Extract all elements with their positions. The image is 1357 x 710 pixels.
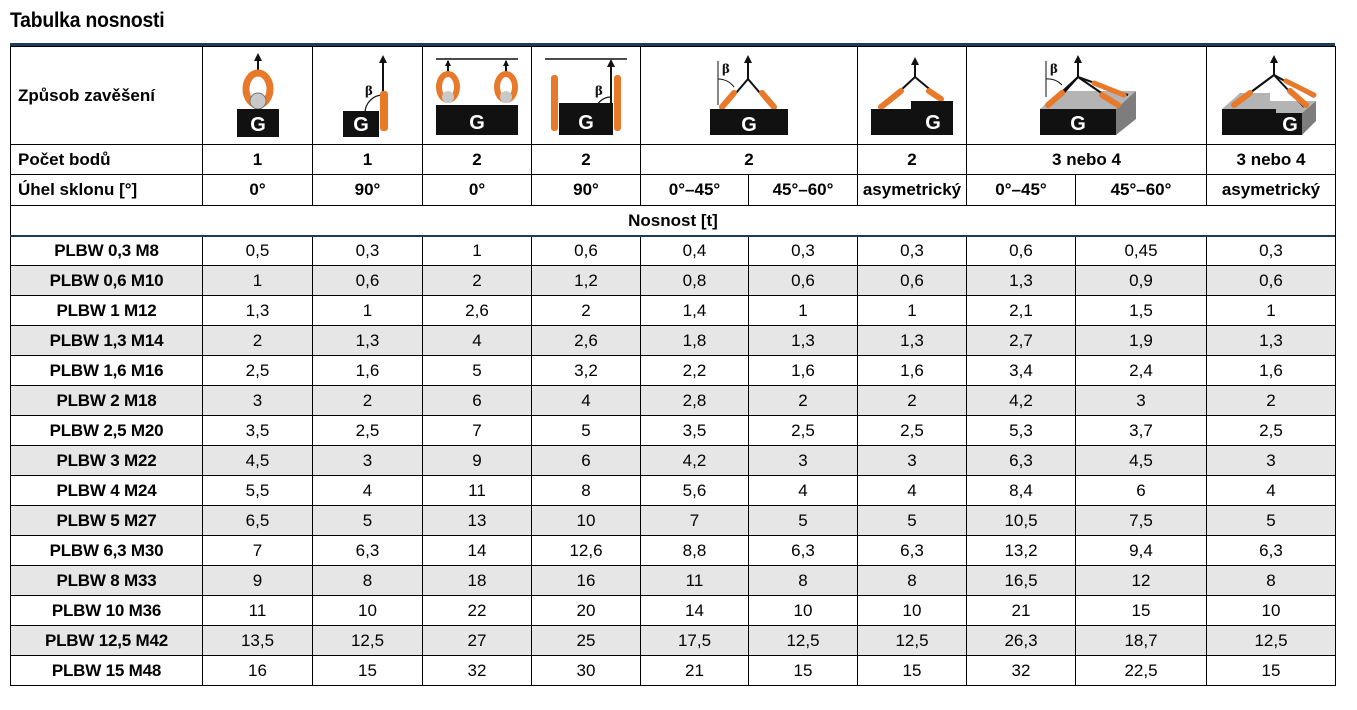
capacity-value: 1,5: [1076, 296, 1207, 326]
points-cell: 1: [203, 145, 313, 175]
capacity-value: 15: [858, 656, 967, 686]
svg-text:β: β: [1049, 61, 1058, 76]
capacity-value: 1,2: [532, 266, 641, 296]
capacity-value: 30: [532, 656, 641, 686]
table-row: [11, 386, 1336, 416]
model-name: PLBW 1,3 M14: [11, 326, 203, 356]
angle-cell: 45°–60°: [1076, 175, 1207, 206]
capacity-value: 0,6: [749, 266, 858, 296]
capacity-value: 4: [858, 476, 967, 506]
table-row: [11, 416, 1336, 446]
table-row: [11, 266, 1336, 296]
model-name: PLBW 0,6 M10: [11, 266, 203, 296]
capacity-value: 2,1: [967, 296, 1076, 326]
capacity-value: 10: [313, 596, 423, 626]
capacity-value: 2: [1207, 386, 1336, 416]
capacity-value: 15: [749, 656, 858, 686]
method-row: [11, 47, 1336, 145]
capacity-value: 2,5: [858, 416, 967, 446]
capacity-value: 32: [967, 656, 1076, 686]
capacity-value: 0,6: [532, 236, 641, 266]
svg-text:G: G: [249, 113, 266, 136]
capacity-value: 1,3: [203, 296, 313, 326]
capacity-value: 4,2: [967, 386, 1076, 416]
capacity-value: 11: [423, 476, 532, 506]
angle-cell: 90°: [313, 175, 423, 206]
capacity-value: 2: [203, 326, 313, 356]
capacity-value: 3: [858, 446, 967, 476]
model-name: PLBW 6,3 M30: [11, 536, 203, 566]
points-cell: 3 nebo 4: [967, 145, 1207, 175]
capacity-value: 2: [858, 386, 967, 416]
model-name: PLBW 0,3 M8: [11, 236, 203, 266]
capacity-value: 0,9: [1076, 266, 1207, 296]
capacity-value: 6,3: [1207, 536, 1336, 566]
capacity-value: 2,4: [1076, 356, 1207, 386]
capacity-value: 12,5: [749, 626, 858, 656]
capacity-value: 27: [423, 626, 532, 656]
capacity-value: 6,3: [313, 536, 423, 566]
points-cell: 2: [858, 145, 967, 175]
capacity-value: 2,5: [749, 416, 858, 446]
capacity-value: 0,6: [967, 236, 1076, 266]
table-row: [11, 596, 1336, 626]
capacity-value: 0,45: [1076, 236, 1207, 266]
capacity-value: 5: [749, 506, 858, 536]
capacity-value: 10: [749, 596, 858, 626]
svg-text:G: G: [1069, 112, 1086, 135]
capacity-value: 3,7: [1076, 416, 1207, 446]
table-row: [11, 656, 1336, 686]
capacity-value: 1: [1207, 296, 1336, 326]
capacity-value: 5: [1207, 506, 1336, 536]
model-name: PLBW 12,5 M42: [11, 626, 203, 656]
model-name: PLBW 4 M24: [11, 476, 203, 506]
angle-row: [11, 175, 1336, 206]
capacity-value: 3,2: [532, 356, 641, 386]
capacity-value: 4: [532, 386, 641, 416]
capacity-value: 8: [858, 566, 967, 596]
multi-leg-asymmetric-sling-icon: [1207, 47, 1336, 145]
svg-text:G: G: [469, 111, 485, 134]
capacity-value: 2,2: [641, 356, 749, 386]
capacity-value: 0,6: [1207, 266, 1336, 296]
capacity-value: 2,6: [423, 296, 532, 326]
capacity-value: 2,7: [967, 326, 1076, 356]
svg-text:β: β: [595, 83, 603, 98]
capacity-value: 16: [203, 656, 313, 686]
capacity-value: 7: [203, 536, 313, 566]
capacity-data: [11, 236, 1336, 686]
capacity-value: 6,3: [967, 446, 1076, 476]
capacity-value: 18: [423, 566, 532, 596]
capacity-value: 8: [1207, 566, 1336, 596]
capacity-value: 2,5: [203, 356, 313, 386]
capacity-value: 3: [749, 446, 858, 476]
data-rule: [10, 235, 1335, 237]
svg-text:G: G: [578, 111, 594, 134]
capacity-value: 10: [532, 506, 641, 536]
capacity-value: 12,5: [313, 626, 423, 656]
capacity-value: 1: [423, 236, 532, 266]
model-name: PLBW 1,6 M16: [11, 356, 203, 386]
capacity-value: 32: [423, 656, 532, 686]
capacity-value: 3,4: [967, 356, 1076, 386]
capacity-value: 4: [313, 476, 423, 506]
capacity-value: 6: [1076, 476, 1207, 506]
table-row: [11, 626, 1336, 656]
capacity-value: 2,8: [641, 386, 749, 416]
capacity-value: 22,5: [1076, 656, 1207, 686]
capacity-value: 1,6: [1207, 356, 1336, 386]
capacity-value: 0,3: [858, 236, 967, 266]
table-row: [11, 356, 1336, 386]
svg-text:G: G: [1282, 113, 1298, 136]
table-row: [11, 536, 1336, 566]
capacity-value: 6: [532, 446, 641, 476]
points-cell: 2: [423, 145, 532, 175]
capacity-value: 5,6: [641, 476, 749, 506]
capacity-value: 15: [1076, 596, 1207, 626]
capacity-value: 0,6: [858, 266, 967, 296]
angle-cell: 90°: [532, 175, 641, 206]
capacity-value: 1,3: [858, 326, 967, 356]
model-name: PLBW 3 M22: [11, 446, 203, 476]
model-name: PLBW 1 M12: [11, 296, 203, 326]
capacity-value: 20: [532, 596, 641, 626]
points-cell: 2: [641, 145, 858, 175]
angle-cell: 0°: [203, 175, 313, 206]
capacity-value: 12: [1076, 566, 1207, 596]
model-name: PLBW 2,5 M20: [11, 416, 203, 446]
capacity-value: 2,5: [1207, 416, 1336, 446]
capacity-value: 8: [532, 476, 641, 506]
capacity-value: 0,4: [641, 236, 749, 266]
capacity-value: 21: [967, 596, 1076, 626]
capacity-value: 1,6: [858, 356, 967, 386]
table-row: [11, 566, 1336, 596]
points-cell: 3 nebo 4: [1207, 145, 1336, 175]
svg-text:G: G: [925, 111, 941, 134]
table-row: [11, 506, 1336, 536]
capacity-value: 0,6: [313, 266, 423, 296]
table-row: [11, 296, 1336, 326]
points-label: Počet bodů: [11, 145, 203, 175]
capacity-value: 0,8: [641, 266, 749, 296]
capacity-value: 3: [313, 446, 423, 476]
capacity-value: 16: [532, 566, 641, 596]
capacity-value: 7: [641, 506, 749, 536]
capacity-value: 0,3: [313, 236, 423, 266]
capacity-value: 8,4: [967, 476, 1076, 506]
load-capacity-table: [10, 46, 1336, 686]
capacity-value: 6,3: [858, 536, 967, 566]
capacity-value: 3: [1207, 446, 1336, 476]
capacity-value: 0,3: [749, 236, 858, 266]
angle-cell: 45°–60°: [749, 175, 858, 206]
capacity-value: 1,8: [641, 326, 749, 356]
capacity-value: 14: [641, 596, 749, 626]
capacity-value: 1,6: [313, 356, 423, 386]
capacity-value: 8,8: [641, 536, 749, 566]
capacity-value: 5: [858, 506, 967, 536]
method-label: Způsob zavěšení: [11, 47, 203, 145]
capacity-value: 5: [423, 356, 532, 386]
two-leg-sling-icon: [641, 47, 858, 145]
capacity-value: 1,6: [749, 356, 858, 386]
capacity-value: 1,3: [313, 326, 423, 356]
model-name: PLBW 15 M48: [11, 656, 203, 686]
capacity-value: 3,5: [203, 416, 313, 446]
capacity-value: 3: [203, 386, 313, 416]
capacity-value: 9,4: [1076, 536, 1207, 566]
capacity-value: 0,5: [203, 236, 313, 266]
two-leg-asymmetric-sling-icon: [858, 47, 967, 145]
capacity-value: 4: [423, 326, 532, 356]
capacity-value: 3,5: [641, 416, 749, 446]
angle-cell: 0°: [423, 175, 532, 206]
capacity-value: 6: [423, 386, 532, 416]
capacity-value: 2: [313, 386, 423, 416]
capacity-value: 1: [858, 296, 967, 326]
svg-text:G: G: [741, 113, 757, 136]
capacity-value: 11: [203, 596, 313, 626]
capacity-value: 5: [313, 506, 423, 536]
capacity-value: 5: [532, 416, 641, 446]
single-angled-sling-icon: [313, 47, 423, 145]
capacity-value: 15: [1207, 656, 1336, 686]
capacity-value: 1,3: [749, 326, 858, 356]
capacity-label: Nosnost [t]: [11, 206, 1336, 236]
svg-text:β: β: [364, 83, 373, 98]
angle-cell: asymetrický: [1207, 175, 1336, 206]
svg-text:β: β: [722, 61, 730, 76]
svg-text:G: G: [352, 113, 369, 136]
capacity-value: 16,5: [967, 566, 1076, 596]
model-name: PLBW 5 M27: [11, 506, 203, 536]
capacity-value: 13: [423, 506, 532, 536]
capacity-value: 5,5: [203, 476, 313, 506]
capacity-value: 1: [313, 296, 423, 326]
capacity-value: 2,5: [313, 416, 423, 446]
capacity-value: 4: [749, 476, 858, 506]
capacity-value: 1,3: [1207, 326, 1336, 356]
capacity-value: 8: [749, 566, 858, 596]
capacity-value: 2,6: [532, 326, 641, 356]
double-vertical-sling-icon: [423, 47, 532, 145]
points-row: [11, 145, 1336, 175]
angle-cell: asymetrický: [858, 175, 967, 206]
capacity-value: 10: [1207, 596, 1336, 626]
capacity-value: 1: [749, 296, 858, 326]
capacity-value: 18,7: [1076, 626, 1207, 656]
capacity-value: 8: [313, 566, 423, 596]
model-name: PLBW 8 M33: [11, 566, 203, 596]
capacity-value: 1,9: [1076, 326, 1207, 356]
capacity-value: 3: [1076, 386, 1207, 416]
capacity-value: 1,3: [967, 266, 1076, 296]
capacity-value: 1: [203, 266, 313, 296]
capacity-value: 26,3: [967, 626, 1076, 656]
capacity-value: 9: [423, 446, 532, 476]
page-title: Tabulka nosnosti: [10, 9, 165, 32]
points-cell: 2: [532, 145, 641, 175]
table-row: [11, 446, 1336, 476]
capacity-value: 21: [641, 656, 749, 686]
model-name: PLBW 10 M36: [11, 596, 203, 626]
capacity-value: 22: [423, 596, 532, 626]
double-angled-sling-icon: [532, 47, 641, 145]
capacity-value: 7: [423, 416, 532, 446]
capacity-value: 14: [423, 536, 532, 566]
table-row: [11, 236, 1336, 266]
capacity-value: 10: [858, 596, 967, 626]
capacity-value: 2: [749, 386, 858, 416]
capacity-value: 4,2: [641, 446, 749, 476]
capacity-value: 6,5: [203, 506, 313, 536]
capacity-value: 11: [641, 566, 749, 596]
model-name: PLBW 2 M18: [11, 386, 203, 416]
capacity-value: 13,2: [967, 536, 1076, 566]
capacity-value: 6,3: [749, 536, 858, 566]
angle-label: Úhel sklonu [°]: [11, 175, 203, 206]
table-row: [11, 326, 1336, 356]
capacity-value: 5,3: [967, 416, 1076, 446]
table-row: [11, 476, 1336, 506]
points-cell: 1: [313, 145, 423, 175]
capacity-value: 2: [532, 296, 641, 326]
capacity-value: 15: [313, 656, 423, 686]
capacity-value: 12,5: [1207, 626, 1336, 656]
capacity-value: 13,5: [203, 626, 313, 656]
capacity-value: 25: [532, 626, 641, 656]
capacity-value: 4,5: [203, 446, 313, 476]
multi-leg-sling-icon: [967, 47, 1207, 145]
capacity-value: 2: [423, 266, 532, 296]
capacity-value: 12,6: [532, 536, 641, 566]
capacity-value: 0,3: [1207, 236, 1336, 266]
capacity-header-row: [11, 206, 1336, 236]
capacity-value: 4,5: [1076, 446, 1207, 476]
capacity-value: 10,5: [967, 506, 1076, 536]
capacity-value: 9: [203, 566, 313, 596]
single-vertical-sling-icon: [203, 47, 313, 145]
capacity-value: 12,5: [858, 626, 967, 656]
angle-cell: 0°–45°: [967, 175, 1076, 206]
angle-cell: 0°–45°: [641, 175, 749, 206]
capacity-value: 1,4: [641, 296, 749, 326]
capacity-value: 7,5: [1076, 506, 1207, 536]
capacity-value: 4: [1207, 476, 1336, 506]
capacity-value: 17,5: [641, 626, 749, 656]
